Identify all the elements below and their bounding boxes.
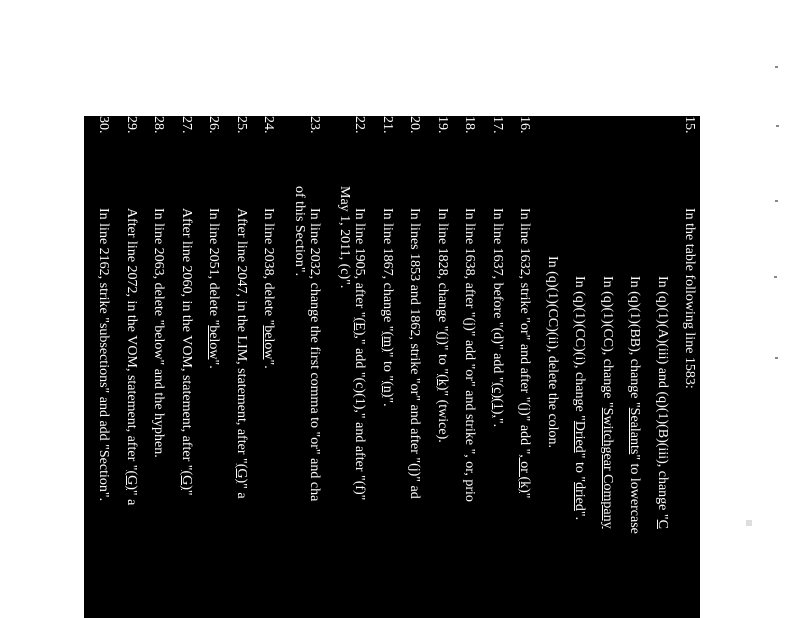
item-text xyxy=(124,208,138,505)
item-number: 20. xyxy=(407,116,422,134)
text-segment: " xyxy=(179,489,194,496)
item-number: 25. xyxy=(234,116,249,134)
text-segment: " to " xyxy=(435,344,450,375)
item-text xyxy=(627,276,641,534)
item-number: 26. xyxy=(206,116,221,134)
item-text xyxy=(151,208,165,458)
text-segment: In line 2162, strike "subsections" and add "Section". xyxy=(96,208,111,502)
underlined-insert: (G) xyxy=(234,463,249,484)
item-text xyxy=(234,208,248,499)
item-text xyxy=(352,208,366,500)
underlined-insert: Dried xyxy=(572,420,587,453)
underlined-insert: below xyxy=(261,325,276,360)
text-segment: " to " xyxy=(380,351,395,382)
underlined-insert: C xyxy=(655,519,670,529)
item-number: 19. xyxy=(435,116,450,134)
item-text xyxy=(380,208,394,407)
text-segment: In line 2032, change the first comma to "or" and cha xyxy=(307,208,322,502)
item-text xyxy=(307,208,321,501)
scan-speck xyxy=(774,276,777,278)
underlined-insert: (n) xyxy=(380,381,395,398)
item-number: 29. xyxy=(124,116,139,134)
text-segment: " xyxy=(517,492,532,499)
underlined-insert: Sealants xyxy=(627,407,642,455)
item-text xyxy=(600,276,614,529)
text-segment: ". xyxy=(572,510,587,521)
item-text xyxy=(490,208,504,427)
item-text xyxy=(682,208,696,389)
text-segment: After line 2047, in the LIM, statement, after " xyxy=(234,208,249,464)
scan-speck xyxy=(776,125,779,127)
scan-speck xyxy=(775,357,778,359)
item-text xyxy=(572,276,586,520)
item-number: 15. xyxy=(682,116,697,134)
underlined-insert: below xyxy=(206,325,221,360)
rotated-text-block xyxy=(84,116,700,618)
text-segment: In (q)(1)(CC), change " xyxy=(600,276,615,408)
item-text xyxy=(206,208,220,369)
text-segment: In line 1632, strike "or" and after "(j)" add " xyxy=(517,208,532,455)
underlined-insert: (G) xyxy=(124,470,139,490)
text-segment: In line 2038, delete " xyxy=(261,208,276,326)
text-segment: In (q)(1)(A)(iii) and (q)(1)(B)(iii), change " xyxy=(655,276,670,520)
text-segment: " a xyxy=(234,483,249,499)
item-text xyxy=(655,276,669,529)
item-continuation: of this Section". xyxy=(292,186,307,277)
item-continuation: May 1, 2011, (c)". xyxy=(337,186,352,289)
item-number: 21. xyxy=(380,116,395,134)
item-text xyxy=(179,208,193,496)
text-segment: ". xyxy=(261,359,276,369)
text-segment: After line 2072, in the VOM, statement, after " xyxy=(124,208,139,471)
text-segment: " (twice). xyxy=(435,390,450,443)
item-text xyxy=(462,208,476,502)
scan-speck xyxy=(746,520,752,526)
item-number: 16. xyxy=(517,116,532,134)
item-text xyxy=(435,208,449,443)
text-segment: In line 1637, before "(d)" add " xyxy=(490,208,505,383)
text-segment: " a xyxy=(124,489,139,506)
item-number: 18. xyxy=(462,116,477,134)
text-segment: In the table following line 1583: xyxy=(682,208,697,389)
underlined-insert: (j) xyxy=(435,331,450,345)
text-segment: In line 1867, change " xyxy=(380,208,395,332)
text-segment: ". xyxy=(380,397,395,407)
underlined-insert: (c)(1), xyxy=(490,382,505,418)
item-text xyxy=(261,208,275,369)
underlined-insert: (G) xyxy=(179,470,194,490)
item-number: 28. xyxy=(151,116,166,134)
item-text xyxy=(96,208,110,501)
item-number: 24. xyxy=(261,116,276,134)
underlined-insert: (E) xyxy=(352,317,367,336)
item-number: 22. xyxy=(352,116,367,134)
item-text xyxy=(407,208,421,499)
underlined-insert: (m) xyxy=(380,331,395,352)
text-segment: In (q)(1)(CC)(ii), delete the colon. xyxy=(545,256,560,449)
item-text xyxy=(517,208,531,499)
item-number: 23. xyxy=(307,116,322,134)
underlined-insert: , or (k) xyxy=(517,454,532,493)
text-segment: In (q)(1)(CC)(i), change " xyxy=(572,276,587,421)
text-segment: After line 2060, in the VOM, statement, after " xyxy=(179,208,194,471)
item-text xyxy=(545,256,559,448)
underlined-insert: Switchgear Company xyxy=(600,407,615,529)
text-segment: In (q)(1)(BB), change " xyxy=(627,276,642,408)
underlined-insert: (k) xyxy=(435,374,450,391)
text-segment: In line 1828, change " xyxy=(435,208,450,332)
text-segment: " to " xyxy=(572,452,587,483)
text-segment: In line 2063, delete "below" and the hyphen. xyxy=(151,208,166,458)
scan-speck xyxy=(775,66,778,68)
text-segment: In lines 1853 and 1862, strike "or" and after "(j)" ad xyxy=(407,208,422,499)
text-segment: ". xyxy=(490,417,505,428)
scanned-page xyxy=(84,116,700,618)
underlined-insert: dried xyxy=(572,482,587,511)
text-segment: ," add "(c)(1)," and after "(f)" xyxy=(352,335,367,501)
item-number: 30. xyxy=(96,116,111,134)
text-segment: ". xyxy=(206,359,221,369)
text-segment: In line 1638, after "(j)" add "or" and strike ", or, prio xyxy=(462,208,477,502)
item-number: 27. xyxy=(179,116,194,134)
item-number: 17. xyxy=(490,116,505,134)
text-segment: " to lowercase xyxy=(627,454,642,534)
scan-speck xyxy=(775,200,778,202)
text-segment: In line 2051, delete " xyxy=(206,208,221,326)
text-segment: In line 1905, after " xyxy=(352,208,367,318)
